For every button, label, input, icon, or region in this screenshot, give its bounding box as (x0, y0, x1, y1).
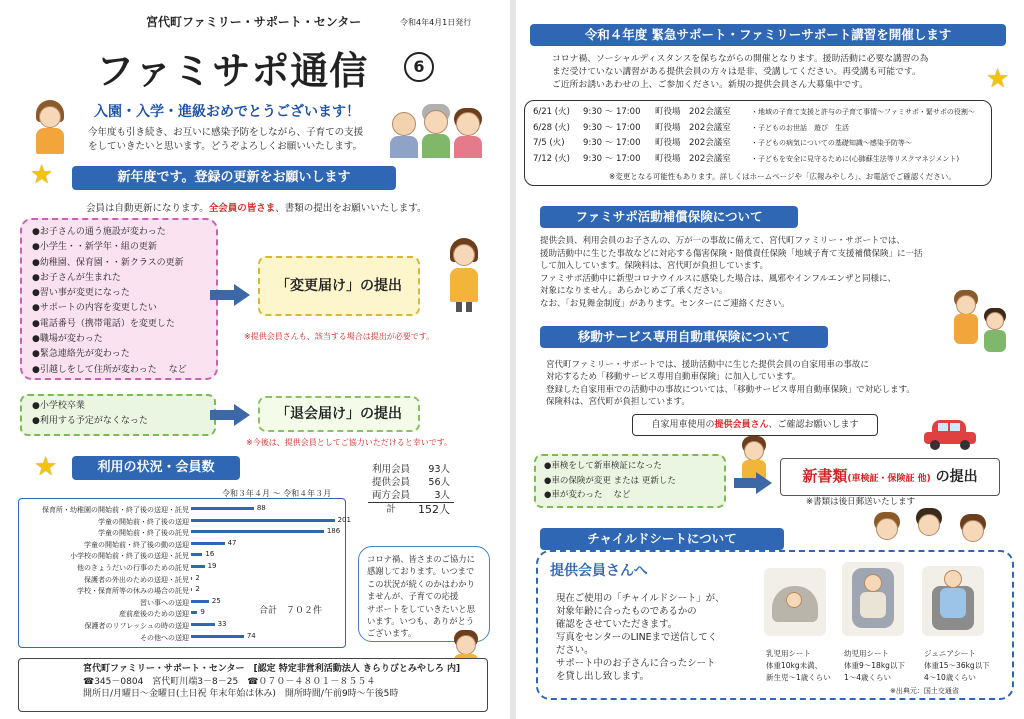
table-row (368, 503, 454, 517)
childseat-heading: チャイルドシートについて (540, 528, 784, 550)
chart-value-label: 201 (337, 515, 351, 524)
schedule-place: 町役場 202会議室 (655, 153, 731, 164)
member-value: 3人 (414, 489, 454, 503)
chart-bar (191, 588, 192, 591)
total-value: 152人 (418, 503, 451, 516)
arrow-right-icon (734, 472, 774, 494)
renewal-notice-highlight: 全会員の皆さま (208, 203, 276, 214)
list-item: ●小学生・・新学年・組の更新 (32, 242, 157, 253)
speech-text (359, 547, 489, 640)
member-value: 93人 (428, 464, 451, 475)
schedule-place: 町役場 202会議室 (655, 107, 731, 117)
change-conditions-box (20, 218, 218, 380)
intro-line-2: をしていきたいと思います。どうぞよろしくお願いいたします。 (88, 141, 362, 152)
speech-line: ございます。 (367, 628, 417, 639)
childseat-line: ださい。 (556, 645, 594, 656)
insurance-line: ファミサポ活動中に新型コロナウイルスに感染した場合は、風邪やインフルエンザと同様に、 (540, 273, 896, 284)
table-row (368, 489, 454, 503)
issue-date: 令和4年4月1日発行 (400, 18, 472, 27)
car-line: 宮代町ファミリー・サポートでは、援助活動中に生じた提供会員の自家用車の事故に (546, 360, 869, 370)
schedule-time: 9:30 ～ 17:00 (583, 138, 641, 148)
schedule-time: 9:30 ～ 17:00 (583, 107, 641, 117)
speech-bubble (358, 546, 490, 642)
chart-bar (191, 623, 215, 626)
childseat-text (556, 592, 724, 683)
car-line: 対応するため「移動サービス専用自動車保険」に加入しています。 (546, 372, 801, 383)
children-illustration (870, 508, 1010, 554)
insurance-line: 対象になりません。あらかじめご了承ください。 (540, 286, 728, 297)
insurance-heading: ファミサポ活動補償保険について (540, 206, 798, 228)
list-item: ●車の保険が変更 または 更新した (544, 475, 676, 486)
chart-bar (191, 553, 202, 556)
course-intro-line: ご近所お誘いあわせの上、ご参加ください。新規の提供会員さん大募集中です。 (552, 80, 868, 90)
childseat-line: 写真をセンターのLINEまで送信してく (556, 632, 718, 643)
change-form-label: 「変更届け」の提出 (276, 278, 402, 294)
greeting: 入園・入学・進級おめでとうございます！ (94, 104, 360, 120)
seat-name: 乳児用シート (766, 649, 811, 658)
renewal-notice-c: 、書類の提出をお願いいたします。 (275, 203, 427, 214)
chart-row (19, 619, 347, 631)
right-page (516, 0, 1024, 719)
chart-row (19, 549, 347, 561)
schedule-place: 町役場 202会議室 (655, 122, 731, 133)
schedule-row (533, 105, 991, 121)
list-item: ●緊急連絡先が変わった (32, 349, 130, 360)
course-heading: 令和４年度 緊急サポート・ファミリーサポート講習を開催します (530, 24, 1006, 46)
table-row (368, 463, 454, 476)
course-intro-line: まだ受けていない講習がある提供会員の方々は是非、受講してください。再受講も可能です。 (552, 67, 921, 77)
footer-line-1: 宮代町ファミリー・サポート・センター [認定 特定非営利活動法人 きらりびとみやしろ 内] (83, 664, 461, 674)
chart-category-label: 他のきょうだいの行事のための託児 (77, 564, 189, 572)
footer-box (18, 658, 488, 712)
chart-value-label: 33 (217, 620, 227, 628)
arrow-right-icon (210, 284, 250, 306)
callout-a: 自家用車使用の (651, 420, 715, 430)
withdraw-form-label: 「退会届け」の提出 (276, 406, 402, 422)
chart-bar (191, 542, 225, 545)
toddler-seat-image (842, 562, 904, 636)
usage-chart-frame (18, 498, 351, 648)
list-item: ●職場が変わった (32, 334, 103, 345)
chart-row (19, 503, 347, 515)
schedule-list (525, 101, 991, 167)
junior-seat-image (922, 566, 984, 636)
chart-row (19, 631, 347, 643)
car-heading: 移動サービス専用自動車保険について (540, 326, 828, 348)
arrow-right-icon (210, 404, 250, 426)
chart-row (19, 584, 347, 596)
star-icon: ★ (30, 160, 54, 190)
new-doc-label (781, 459, 999, 496)
chart-bar (191, 600, 209, 603)
speech-line: ませんが、子育ての応援 (367, 591, 459, 602)
member-table (368, 463, 454, 516)
course-intro-line: コロナ禍、ソーシャルディスタンスを保ちながらの開催となります。援助活動に必要な講習の為 (552, 54, 929, 64)
staff-illustration (444, 238, 484, 312)
chart-category-label: 学童の開始前・終了後の送迎 (98, 517, 189, 526)
schedule-date: 6/21 (火) (533, 107, 570, 117)
list-item: ●幼稚園、保育園・・新クラスの更新 (32, 257, 184, 268)
schedule-topic: ・子どもの病気についての基礎知識～感染予防等～ (751, 139, 912, 147)
left-page (0, 0, 510, 719)
issue-number: 6 (404, 52, 434, 82)
chart-value-label: 2 (195, 585, 200, 594)
callout-highlight: 提供会員さん (714, 420, 769, 430)
seat-age: 新生児～1歳くらい (766, 673, 831, 682)
chart-value-label: 186 (326, 527, 341, 536)
childseat-subheading: 提供会員さんへ (550, 563, 648, 579)
family-illustration (388, 98, 488, 158)
list-item: ●電話番号（携帯電話）を変更した (32, 318, 175, 329)
chart-category-label: 習い事への送迎 (140, 598, 189, 607)
childseat-line: 現在ご使用の「チャイルドシート」が、 (556, 593, 725, 604)
chart-category-label: 保育所・幼稚園の開始前・終了後の送迎・託児 (42, 506, 189, 514)
chart-bar (191, 530, 324, 533)
new-doc-detail: (車検証・保険証 他) (847, 474, 931, 484)
new-doc-title: 新書類 (802, 467, 848, 485)
withdraw-note: ※今後は、提供会員としてご協力いただけると幸いです。 (246, 438, 453, 447)
speech-line: 感謝しております。いつまで (367, 566, 475, 577)
seat-weight: 体重9～18kg以下 (844, 661, 905, 670)
insurance-line: 提供会員、利用会員のお子さんの、万が一の事故に備えて、宮代町ファミリー・サポートでは、 (540, 236, 905, 246)
list-item: ●車が変わった など (544, 490, 631, 500)
period-label: 令和３年４月 ～ 令和４年３月 (222, 489, 332, 498)
new-doc-box (780, 458, 1000, 496)
childseat-line: を貸し出し致します。 (556, 671, 649, 682)
chart-value-label: 25 (211, 596, 221, 605)
schedule-date: 6/28 (火) (533, 122, 570, 133)
usage-heading: 利用の状況・会員数 (72, 456, 240, 480)
chart-category-label: 学童の開始前・終了後の動の送迎 (84, 540, 189, 549)
renewal-notice (86, 200, 427, 214)
chart-bar (191, 577, 192, 580)
renewal-heading: 新年度です。登録の更新をお願いします (72, 166, 396, 190)
list-item: ●お子さんの通う施設が変わった (32, 227, 166, 237)
change-note: ※提供会員さんも、該当する場合は提出が必要です。 (244, 332, 435, 341)
list-item: ●利用する予定がなくなった (32, 416, 148, 427)
schedule-topic: ・子どものお世話 遊び 生活 (751, 123, 849, 132)
seat-weight: 体重10kg未満、 (766, 661, 823, 670)
chart-category-label: 保護者の外出のための送迎・託児 (84, 575, 189, 584)
chart-row (19, 526, 347, 538)
childseat-line: 確認をさせていただきます。 (556, 619, 678, 630)
seat-caption (766, 648, 831, 684)
renewal-notice-a: 会員は自動更新になります。 (86, 203, 209, 214)
chart-row (19, 573, 347, 585)
course-intro (552, 53, 928, 92)
car-list (536, 456, 724, 503)
chart-value-label: 88 (256, 504, 266, 512)
usage-total: 合計 ７０２件 (259, 606, 323, 616)
list-item: ●車検をして新車検証になった (544, 461, 662, 471)
schedule-row (533, 136, 991, 152)
usage-chart (19, 503, 351, 647)
childseat-line: サポート中のお子さんに合ったシート (556, 658, 716, 669)
childseat-box (536, 550, 1014, 700)
speech-line: います。いつも、ありがとう (367, 616, 475, 627)
infant-seat-image (764, 568, 826, 636)
schedule-note: ※変更となる可能性もあります。詳しくはホームページや「広報みやしろ」、お電話でご確認ください。 (609, 172, 956, 181)
car-line: 保険料は、宮代町が負担しています。 (546, 397, 690, 408)
speech-line: この状況が続くのかはわかり (367, 578, 475, 589)
car-line: 登録した自家用車での活動中の事故については、「移動サービス専用自動車保険」で対応します。 (546, 384, 915, 395)
car-icon (922, 418, 978, 450)
chart-bar (191, 519, 335, 522)
car-conditions-box (534, 454, 726, 508)
seat-name: 幼児用シート (844, 649, 889, 658)
seat-weight: 体重15～36kg以下 (924, 661, 990, 670)
chart-bar (191, 611, 197, 614)
chart-category-label: 保護者のリフレッシュの時の送迎 (84, 622, 189, 630)
withdraw-conditions-box (20, 394, 216, 436)
car-text (546, 359, 915, 409)
list-item: ●お子さんが生まれた (32, 272, 121, 283)
change-list (22, 220, 216, 378)
chart-category-label: その他への送迎 (140, 633, 189, 642)
schedule-place: 町役場 202会議室 (655, 138, 731, 148)
new-doc-submit: の提出 (930, 469, 978, 485)
chart-value-label: 16 (205, 550, 215, 559)
chart-value-label: 19 (207, 562, 217, 570)
list-item: ●引越しをして住所が変わった など (32, 364, 187, 375)
seat-source: ※出典元：国土交通省 (890, 687, 959, 695)
list-item: ●サポートの内容を変更したい (32, 303, 157, 314)
schedule-box (524, 100, 992, 186)
chart-bar (191, 507, 254, 510)
change-form-box (258, 256, 420, 316)
schedule-date: 7/5 (火) (533, 138, 565, 148)
insurance-line: なお、「お見舞金制度」があります。センターにご連絡ください。 (540, 298, 790, 309)
footer-line-2: ☎345－0804 宮代町川端3－8－25 ☎０７０－４８０１－８５５４ (83, 676, 376, 687)
star-icon: ★ (34, 452, 58, 482)
chart-category-label: 産前産後のための送迎 (119, 610, 189, 619)
childseat-line: 対象年齢に合ったものであるかの (556, 606, 697, 617)
member-label: 両方会員 (368, 489, 414, 503)
insurance-text (540, 235, 923, 311)
star-icon: ★ (986, 64, 1010, 94)
schedule-row (533, 152, 991, 168)
chart-value-label: 47 (227, 538, 237, 547)
seat-age: 4～10歳くらい (924, 673, 976, 682)
car-callout (632, 414, 878, 436)
girl-illustration (30, 100, 70, 156)
withdraw-list (22, 396, 214, 430)
seat-age: 1～4歳くらい (844, 673, 892, 682)
member-label: 提供会員 (372, 477, 411, 488)
new-doc-note: ※書類は後日郵送いたします (806, 497, 916, 507)
table-row (368, 476, 454, 489)
seat-caption (924, 648, 990, 684)
chart-bar (191, 565, 205, 568)
insurance-line: 援助活動中に生じた事故などに対応する傷害保険・賠償責任保険「地域子育て支援補償保険」に一括 (540, 248, 923, 259)
chart-category-label: 学童の開始前・終了後の託児 (98, 529, 189, 538)
list-item: ●小学校卒業 (32, 401, 85, 411)
speech-line: コロナ禍、皆さまのご協力に (367, 554, 475, 564)
chart-category-label: 小学校の開始前・終了後の送迎・託児 (70, 552, 189, 561)
chart-row (19, 538, 347, 550)
chart-row (19, 561, 347, 573)
chart-value-label: 2 (195, 573, 200, 582)
member-value: 56人 (428, 477, 451, 488)
intro-line-1: 今年度も引き続き、お互いに感染予防をしながら、子育ての支援 (88, 127, 364, 138)
chart-value-label: 9 (200, 608, 205, 617)
schedule-date: 7/12 (火) (533, 153, 570, 164)
schedule-time: 9:30 ～ 17:00 (583, 122, 641, 133)
total-label: 計 (386, 504, 396, 515)
chart-value-label: 74 (246, 631, 256, 640)
seat-caption (844, 648, 905, 684)
seat-name: ジュニアシート (924, 649, 977, 658)
callout-c: 、ご確認お願いします (768, 420, 859, 430)
intro-text (88, 126, 363, 154)
member-label: 利用会員 (372, 464, 411, 475)
chart-bar (191, 635, 244, 638)
chart-row (19, 515, 351, 527)
schedule-topic: ・地域の子育て支援と許与の子育て事情～ファミサポ・緊サポの役割～ (751, 108, 975, 116)
chart-category-label: 学校・保育所等の休みの場合の託児 (77, 587, 189, 596)
insurance-line: して加入しています。保険料は、宮代町が負担しています。 (540, 261, 769, 272)
withdraw-form-box (258, 396, 420, 432)
schedule-topic: ・子どもを安全に見守るために(心肺蘇生法等リスクマネジメント) (751, 154, 960, 163)
org-name: 宮代町ファミリー・サポート・センター (146, 15, 362, 29)
list-item: ●習い事が変更になった (32, 288, 130, 299)
footer-line-3: 開所日/月曜日～金曜日(土日祝 年末年始は休み) 開所時間/午前9時～午後5時 (83, 689, 399, 699)
schedule-row (533, 121, 991, 137)
masthead-title: ファミサポ通信 (96, 49, 369, 93)
schedule-time: 9:30 ～ 17:00 (583, 153, 641, 164)
kids-illustration (948, 290, 1014, 356)
speech-line: サポートをしていきたいと思 (367, 603, 475, 614)
